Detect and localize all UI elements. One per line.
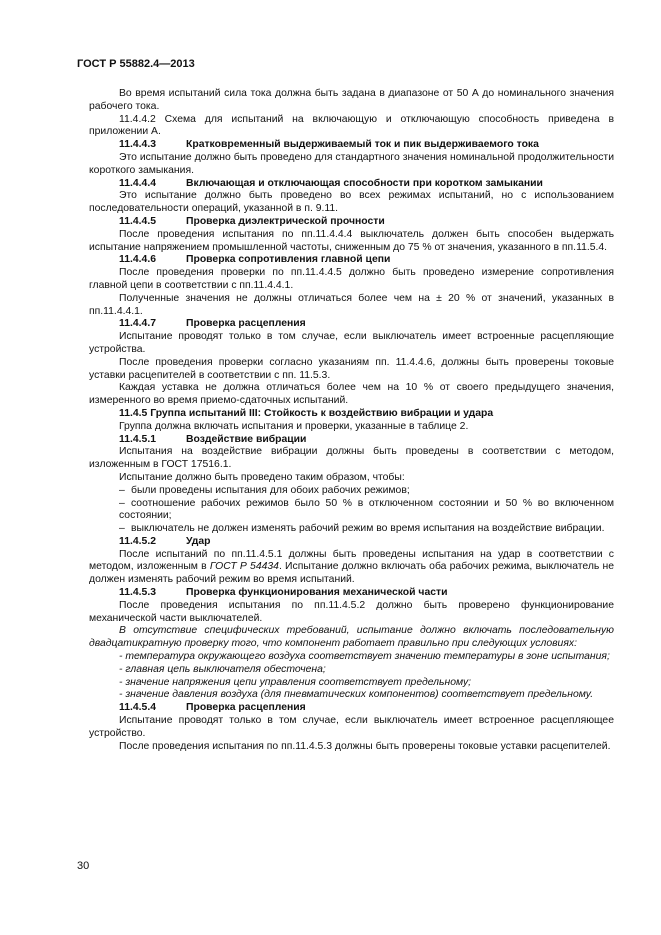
section-heading — [89, 254, 614, 267]
list-item: - главная цепь выключателя обесточена; — [119, 663, 326, 675]
section-number: 11.4.5.1 — [119, 433, 156, 445]
section-heading — [89, 587, 614, 600]
paragraph: Это испытание должно быть проведено во всех режимах испытаний, но с использованием последовательности операций, указанной в п. 9.11. — [89, 190, 614, 215]
section-heading: 11.4.5 Группа испытаний III: Стойкость к воздействию вибрации и удара — [119, 407, 494, 419]
dash-marker: – — [119, 497, 125, 509]
paragraph: После проведения испытания по пп.11.4.5.3 должны быть проверены токовые уставки расцепителей. — [119, 740, 611, 752]
section-number: 11.4.4.7 — [119, 318, 156, 330]
section-title: Удар — [186, 535, 211, 547]
paragraph: Полученные значения не должны отличаться более чем на ± 20 % от значений, указанных в пп.11.4.4.1. — [89, 292, 614, 317]
paragraph: Испытание проводят только в том случае, если выключатель имеет встроенные расцепляющие устройства. — [89, 331, 614, 355]
section-number: 11.4.5.2 — [119, 535, 156, 547]
list-item: - температура окружающего воздуха соответствует значению температуры в зоне испытания; — [119, 651, 610, 663]
list-item-text: были проведены испытания для обоих рабочих режимов; — [131, 484, 410, 496]
section-title: Включающая и отключающая способности при коротком замыкании — [186, 177, 543, 189]
section-number: 11.4.4.4 — [119, 177, 156, 189]
document-header: ГОСТ Р 55882.4—2013 — [77, 58, 195, 70]
section-heading — [89, 702, 614, 715]
section-title: Проверка сопротивления главной цепи — [186, 254, 391, 266]
section-heading — [89, 216, 614, 229]
section-heading — [89, 536, 614, 549]
section-title: Кратковременный выдерживаемый ток и пик выдерживаемого тока — [186, 139, 539, 151]
paragraph: Это испытание должно быть проведено для стандартного значения номинальной продолжительности короткого замыкания. — [89, 151, 614, 176]
section-number: 11.4.5.3 — [119, 587, 156, 599]
list-item — [89, 523, 614, 536]
paragraph: 11.4.4.2 Схема для испытаний на включающую и отключающую способность приведена в приложении А. — [89, 113, 614, 138]
paragraph: Каждая уставка не должна отличаться более чем на 10 % от своего предыдущего значения, измеренного во время приемо-сдаточных испытаний. — [89, 382, 614, 407]
section-number: 11.4.4.3 — [119, 139, 156, 151]
paragraph: В отсутствие специфических требований, испытание должно включать последовательную двадцатикратную проверку того, что компонент работает правильно при следующих условиях: — [89, 625, 614, 650]
section-title: Воздействие вибрации — [186, 433, 307, 445]
section-title: Проверка расцепления — [186, 702, 306, 714]
document-body — [89, 88, 614, 753]
dash-marker: – — [119, 523, 125, 535]
paragraph-text: . Испытание должно включать оба рабочих режима, выключатель не должен изменять рабочий режим во время испытаний. — [89, 561, 614, 586]
section-heading — [89, 434, 614, 447]
section-number: 11.4.4.6 — [119, 254, 156, 266]
list-item: - значение напряжения цепи управления соответствует предельному; — [119, 676, 472, 688]
paragraph: После проведения проверки согласно указаниям пп. 11.4.4.6, должны быть проверены токовые уставки расцепителей в соответствии с пп. 11.5.3. — [89, 356, 614, 381]
paragraph: После проведения проверки по пп.11.4.4.5 должно быть проведено измерение сопротивления главной цепи в соответствии с пп.11.4.4.1. — [89, 267, 614, 291]
paragraph — [89, 549, 614, 587]
list-item-text: соотношение рабочих режимов было 50 % в отключенном состоянии и 50 % во включенном состоянии; — [119, 497, 614, 522]
paragraph: Испытания на воздействие вибрации должны быть проведены в соответствии с методом, изложенным в ГОСТ 17516.1. — [89, 446, 614, 471]
list-item — [89, 485, 614, 498]
dash-marker: – — [119, 484, 125, 496]
section-heading — [89, 318, 614, 331]
paragraph: После проведения испытания по пп.11.4.5.2 должно быть проверено функционирование механической части выключателей. — [89, 599, 614, 624]
paragraph-text: После испытаний по пп.11.4.5.1 должны быть проведены испытания на удар в соответствии с методом, изложенным в — [89, 548, 614, 573]
standard-reference: ГОСТ Р 54434 — [209, 561, 279, 573]
section-title: Проверка функционирования механической части — [186, 587, 448, 599]
list-item — [89, 498, 614, 524]
section-number: 11.4.5.4 — [119, 702, 156, 714]
section-title: Проверка диэлектрической прочности — [186, 215, 385, 227]
section-heading — [89, 178, 614, 191]
paragraph: После проведения испытания по пп.11.4.4.4 выключатель должен быть способен выдержать испытание напряжением промышленной частоты, сниженным до 75 % от значения, указанного в пп.11.5.4. — [89, 228, 614, 253]
list-item: - значение давления воздуха (для пневматических компонентов) соответствует предельному. — [119, 689, 594, 701]
list-item-text: выключатель не должен изменять рабочий режим во время испытания на воздействие вибрации. — [131, 523, 605, 535]
section-heading — [89, 139, 614, 152]
paragraph: Испытание проводят только в том случае, если выключатель имеет встроенное расцепляющее устройство. — [89, 715, 614, 739]
paragraph: Испытание должно быть проведено таким образом, чтобы: — [119, 471, 405, 483]
paragraph: Группа должна включать испытания и проверки, указанные в таблице 2. — [119, 420, 469, 432]
section-title: Проверка расцепления — [186, 318, 306, 330]
section-number: 11.4.4.5 — [119, 215, 156, 227]
page-number: 30 — [77, 860, 90, 872]
paragraph: Во время испытаний сила тока должна быть задана в диапазоне от 50 А до номинального значения рабочего тока. — [89, 88, 614, 112]
